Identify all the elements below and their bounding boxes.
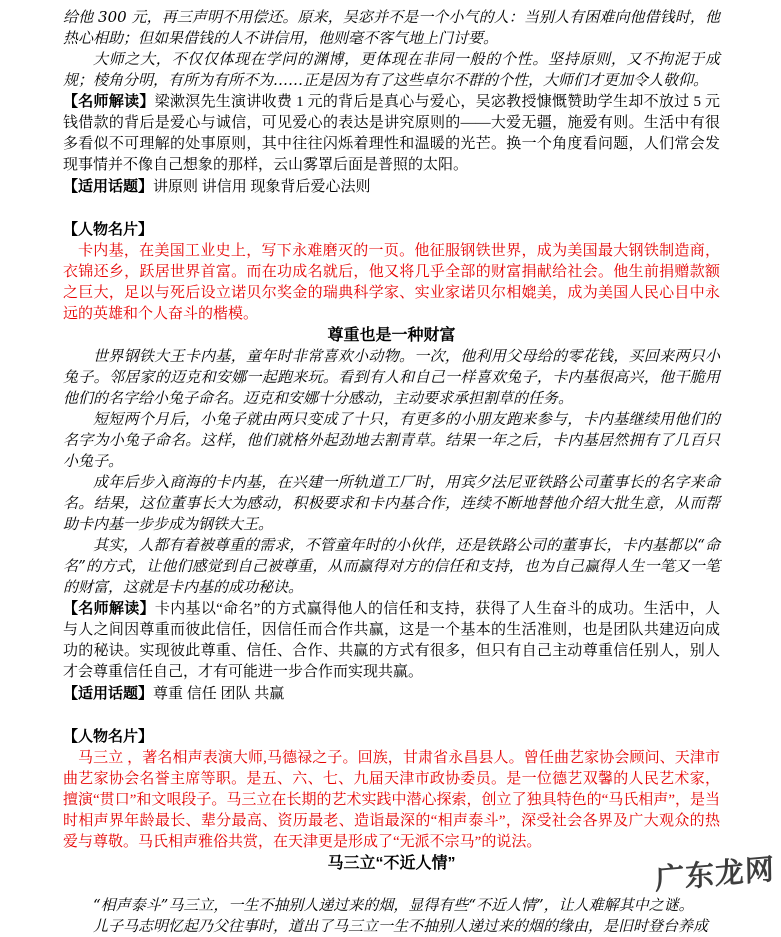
commentary-text: 卡内基以“命名”的方式赢得他人的信任和支持，获得了人生奋斗的成功。生活中，人与人之间因尊重而彼此信任，因信任而合作共赢，这是一个基本的生活准则，也是团队共建迈向成功的秘诀。实现彼此尊重、信任、合作、共赢的方式有很多，但只有自己主动尊重信任别人，别人才会尊重信任自己，才有可能进一步合作而实现共赢。 xyxy=(63,601,720,680)
profile-label: 【人物名片】 xyxy=(63,221,154,238)
spacer xyxy=(63,198,720,219)
profile-card-text-carnegie: 卡内基，在美国工业史上，写下永难磨灭的一页。他征服钢铁世界，成为美国最大钢铁制造商，衣锦还乡，跃居世界首富。而在功成名就后，他又将几乎全部的财富捐献给社会。他生前捐赠款额之巨大，足以与死后设立诺贝尔奖金的瑞典科学家、实业家诺贝尔相媲美，成为美国人民心目中永远的英雄和个人奋斗的楷模。 xyxy=(63,243,720,322)
story-paragraph-rabbits-2: 短短两个月后，小兔子就由两只变成了十只，有更多的小朋友跑来参与，卡内基继续用他们的名字为小兔子命名。这样，他们就格外起劲地去割青草。结果一年之后，卡内基居然拥有了几百只小兔子。 xyxy=(63,410,720,470)
story-paragraph-railroad: 成年后步入商海的卡内基，在兴建一所轨道工厂时，用宾夕法尼亚铁路公司董事长的名字来命名。结果，这位董事长大为感动，积极要求和卡内基合作，连续不断地替他介绍大批生意，从而帮助卡内基一步步成为钢铁大王。 xyxy=(63,473,720,533)
topics-label: 【适用话题】 xyxy=(63,685,154,702)
clipped-bottom-line xyxy=(63,916,720,935)
story-paragraph-masanli: “相声泰斗”马三立，一生不抽别人递过来的烟，显得有些“不近人情”，让人难解其中之谜。 xyxy=(93,896,694,914)
article-title-respect: 尊重也是一种财富 xyxy=(327,327,456,344)
commentary-label: 【名师解读】 xyxy=(63,600,155,617)
profile-card-label-carnegie xyxy=(63,219,720,241)
commentary-text: 梁漱溟先生演讲收费 1 元的背后是真心与爱心，吴宓教授慷慨赞助学生却不放过 5 元钱借款的背后是爱心与诚信，可见爱心的表达是讲究原则的——大爱无疆，施爱有则。生活中有很多看似不可理解的处事原则，其中往往闪烁着理性和温暖的光芒。换一个角度看问题，人们常会发现事情并不像自己想象的那样，云山雾罩后面是普照的太阳。 xyxy=(63,94,720,173)
profile-label: 【人物名片】 xyxy=(63,728,154,745)
profile-card-label-masanli xyxy=(63,726,720,748)
teacher-commentary-wumi xyxy=(63,91,720,176)
intro-paragraph-masters: 大师之大，不仅仅体现在学问的渊博，更体现在非同一般的个性。坚持原则，又不拘泥于成规；棱角分明，有所为有所不为……正是因为有了这些卓尔不群的个性，大师们才更加令人敬仰。 xyxy=(63,50,720,89)
topics-text: 讲原则 讲信用 现象背后爱心法则 xyxy=(153,179,371,195)
profile-card-text-masanli: 马三立 ，著名相声表演大师,马德禄之子。回族，甘肃省永昌县人。曾任曲艺家协会顾问、天津市曲艺家协会名誉主席等职。是五、六、七、九届天津市政协委员。是一位德艺双馨的人民艺术家，擅演“贯口”和文哏段子。马三立在长期的艺术实践中潜心探索，创立了独具特色的“马氏相声”，是当时相声界年龄最长、辈分最高、资历最老、造诣最深的“相声泰斗”，深受社会各界及广大观众的热爱与尊敬。马氏相声雅俗共赏，在天津更是形成了“无派不宗马”的说法。 xyxy=(63,750,720,850)
story-paragraph-conclusion: 其实，人都有着被尊重的需求，不管童年时的小伙伴，还是铁路公司的董事长，卡内基都以“命名”的方式，让他们感觉到自己被尊重，从而赢得对方的信任和支持，也为自己赢得人生一笔又一笔的财富，这就是卡内基的成功秘诀。 xyxy=(63,536,720,596)
spacer xyxy=(63,874,720,895)
applicable-topics-carnegie xyxy=(63,683,720,705)
spacer xyxy=(63,705,720,726)
watermark-logo: 广东龙网 xyxy=(654,851,776,897)
topics-text: 尊重 信任 团队 共赢 xyxy=(153,686,285,702)
applicable-topics-wumi xyxy=(63,176,720,198)
story-paragraph-rabbits-1: 世界钢铁大王卡内基，童年时非常喜欢小动物。一次，他利用父母给的零花钱，买回来两只小兔子。邻居家的迈克和安娜一起跑来玩。看到有人和自己一样喜欢兔子，卡内基很高兴，他干脆用他们的名字给小兔子命名。迈克和安娜十分感动，主动要求承担割草的任务。 xyxy=(63,347,720,407)
intro-paragraph-continuation: 给他 300 元，再三声明不用偿还。原来，吴宓并不是一个小气的人：当别人有困难向他借钱时，他热心相助；但如果借钱的人不讲信用，他则毫不客气地上门讨要。 xyxy=(63,8,720,47)
article-title-masanli: 马三立“不近人情” xyxy=(327,855,456,872)
commentary-label: 【名师解读】 xyxy=(63,93,155,110)
topics-label: 【适用话题】 xyxy=(63,178,154,195)
story-paragraph-masanli-partial: 儿子马志明忆起乃父往事时，道出了马三立一生不抽别人递过来的烟的缘由，是旧时登台养成 xyxy=(93,917,709,935)
teacher-commentary-carnegie xyxy=(63,598,720,683)
